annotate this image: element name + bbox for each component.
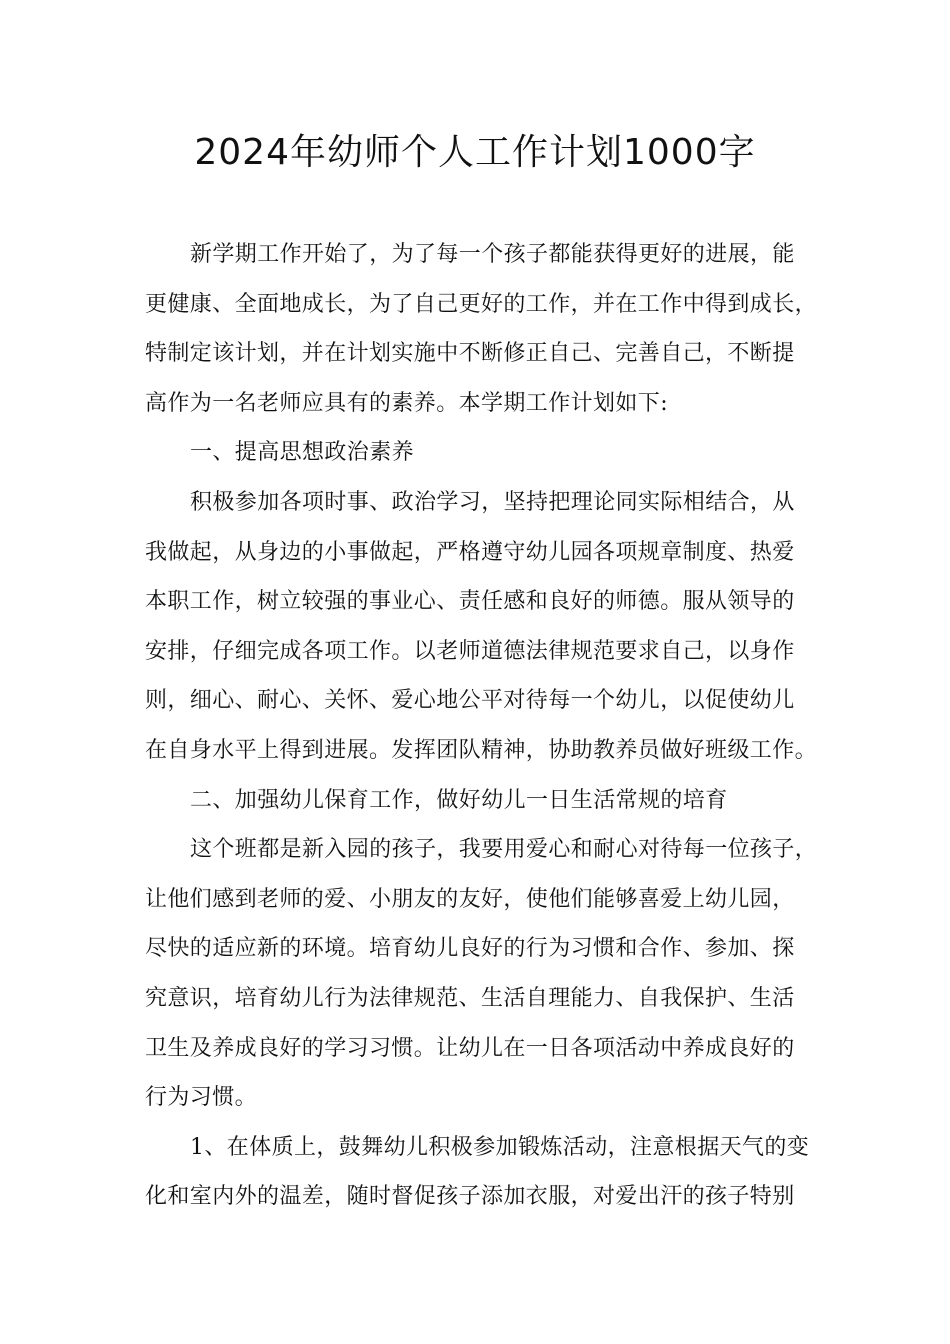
body-line: 积极参加各项时事、政治学习，坚持把理论同实际相结合，从 [190,489,795,515]
body-line: 更健康、全面地成长，为了自己更好的工作，并在工作中得到成长， [145,291,818,317]
body-line: 在自身水平上得到进展。发挥团队精神，协助教养员做好班级工作。 [145,737,818,763]
section-heading: 二、加强幼儿保育工作，做好幼儿一日生活常规的培育 [190,787,728,813]
body-line: 卫生及养成良好的学习习惯。让幼儿在一日各项活动中养成良好的 [145,1035,795,1061]
body-line: 我做起，从身边的小事做起，严格遵守幼儿园各项规章制度、热爱 [145,539,795,565]
section-heading: 一、提高思想政治素养 [190,440,415,466]
body-line: 1、在体质上，鼓舞幼儿积极参加锻炼活动，注意根据天气的变 [190,1134,810,1160]
document-body [145,230,820,1222]
body-line: 尽快的适应新的环境。培育幼儿良好的行为习惯和合作、参加、探 [145,936,795,962]
body-line: 安排，仔细完成各项工作。以老师道德法律规范要求自己，以身作 [145,638,795,664]
body-line: 特制定该计划，并在计划实施中不断修正自己、完善自己，不断提 [145,341,795,367]
body-line: 本职工作，树立较强的事业心、责任感和良好的师德。服从领导的 [145,589,795,615]
body-line: 行为习惯。 [145,1085,258,1111]
body-line: 化和室内外的温差，随时督促孩子添加衣服，对爱出汗的孩子特别 [145,1184,795,1210]
body-line: 让他们感到老师的爱、小朋友的友好，使他们能够喜爱上幼儿园， [145,886,795,912]
body-line: 这个班都是新入园的孩子，我要用爱心和耐心对待每一位孩子， [190,837,818,863]
body-line: 究意识，培育幼儿行为法律规范、生活自理能力、自我保护、生活 [145,985,795,1011]
body-line: 新学期工作开始了，为了每一个孩子都能获得更好的进展，能 [190,242,795,267]
document-title: 2024年幼师个人工作计划1000字 [194,132,756,173]
body-line: 高作为一名老师应具有的素养。本学期工作计划如下: [145,390,669,416]
body-line: 则，细心、耐心、关怀、爱心地公平对待每一个幼儿，以促使幼儿 [145,688,795,714]
